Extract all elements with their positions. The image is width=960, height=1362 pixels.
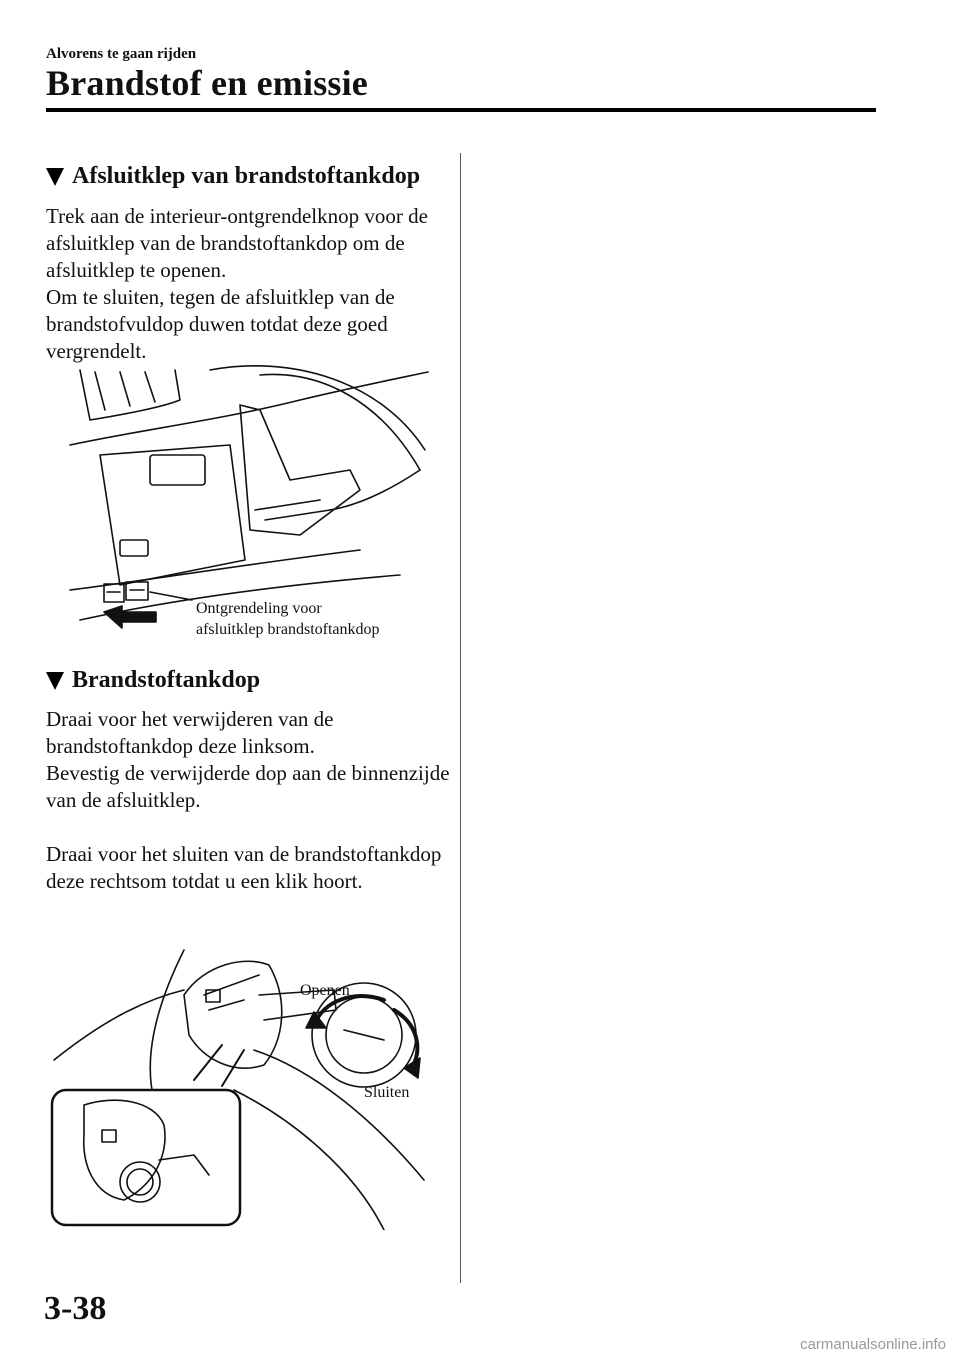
callout-line: afsluitklep brandstoftankdop [196,621,380,638]
column-divider [460,153,461,1283]
watermark: carmanualsonline.info [800,1336,946,1353]
section1-body [46,203,456,365]
triangle-bullet-icon [46,672,64,690]
page-title: Brandstof en emissie [46,63,368,103]
open-label: Openen [300,982,350,999]
paragraph: Om te sluiten, tegen de afsluitklep van de brandstofvuldop duwen totdat deze goed vergrendelt. [46,285,395,363]
chapter-label: Alvorens te gaan rijden [46,46,197,62]
section2-body [46,706,456,895]
section-heading-text: Afsluitklep van brandstoftankdop [72,163,421,189]
paragraph: Trek aan de interieur-ontgrendelknop voor de afsluitklep van de brandstoftankdop om de afsluitklep te openen. [46,204,428,282]
section-heading-text: Brandstoftankdop [72,667,261,693]
paragraph: Bevestig de verwijderde dop aan de binnenzijde van de afsluitklep. [46,761,450,812]
triangle-bullet-icon [46,168,64,186]
paragraph: Draai voor het verwijderen van de brandstoftankdop deze linksom. [46,707,334,758]
callout-line: Ontgrendeling voor [196,600,322,617]
title-rule [46,108,876,112]
page-number: 3-38 [44,1290,107,1327]
section-heading-fuel-cap [46,667,260,694]
section-heading-fuel-lid [46,163,420,190]
release-callout [196,598,380,640]
paragraph: Draai voor het sluiten van de brandstoftankdop deze rechtsom totdat u een klik hoort. [46,842,442,893]
close-label: Sluiten [364,1084,410,1101]
